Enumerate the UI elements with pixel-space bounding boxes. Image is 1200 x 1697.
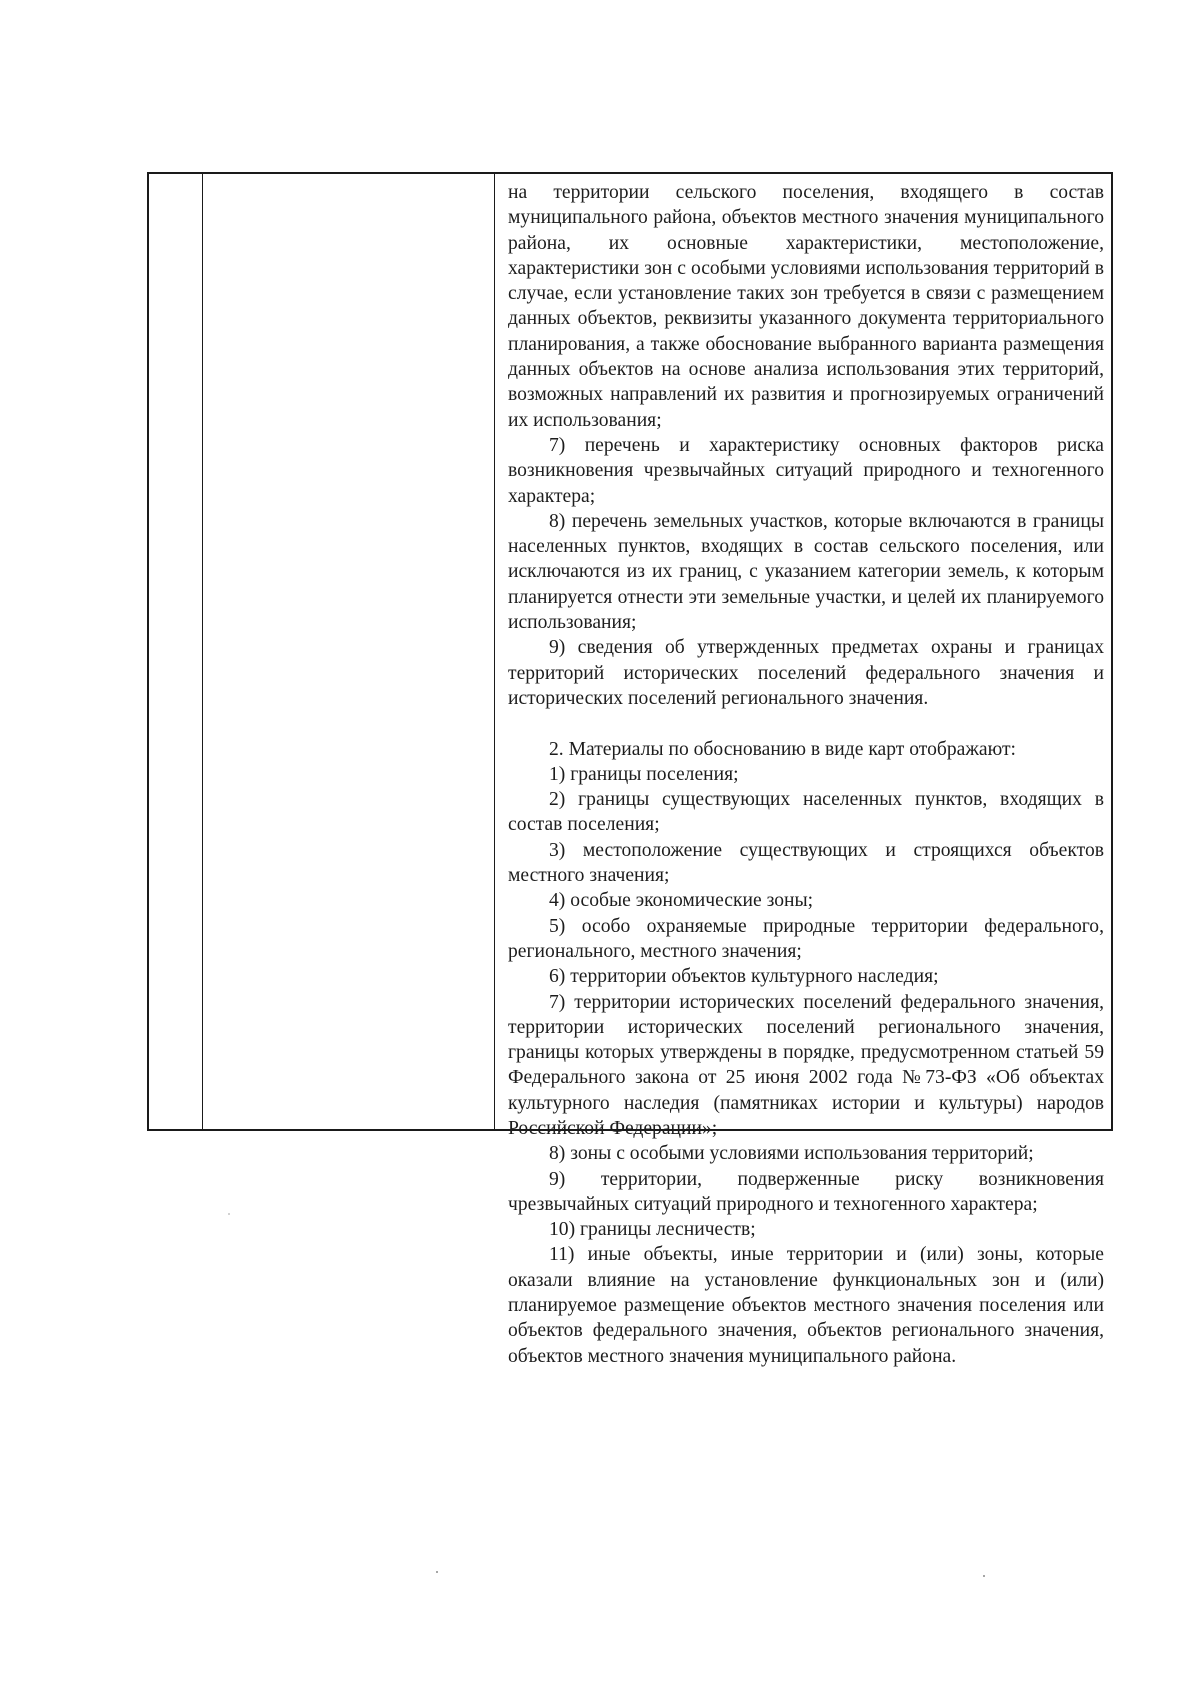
list-item: 11) иные объекты, иные территории и (или) зоны, которые оказали влияние на установление функциональных зон и (или) планируемое размещение объектов местного значения поселения или объектов федерального значения, объектов регионального значения, объектов местного значения муниципального района. [508, 1244, 1104, 1367]
scan-speck [436, 1571, 438, 1573]
table-column-divider [202, 174, 203, 1129]
paragraph-item-7: 7) перечень и характеристику основных факторов риска возникновения чрезвычайных ситуаций природного и техногенного характера; [508, 434, 1104, 507]
list-item: 9) территории, подверженные риску возникновения чрезвычайных ситуаций природного и техногенного характера; [508, 1168, 1104, 1215]
list-item: 4) особые экономические зоны; [549, 890, 814, 912]
table-column-divider [494, 174, 495, 1129]
table-cell-content [508, 180, 1104, 1369]
paragraph-item-8: 8) перечень земельных участков, которые включаются в границы населенных пунктов, входящих в состав сельского поселения, или исключаются из их границ, с указанием категории земель, к которым планируется отнести эти земельные участки, и целей их планируемого использования; [508, 510, 1104, 634]
paragraph: на территории сельского поселения, входящего в состав муниципального района, объектов местного значения муниципального района, их основные характеристики, местоположение, характеристики зон с особыми условиями использования территорий в случае, если установление таких зон требуется в связи с размещением данных объектов, реквизиты указанного документа территориального планирования, а также обоснование выбранного варианта размещения данных объектов на основе анализа использования этих территорий, возможных направлений их развития и прогнозируемых ограничений их использования; [508, 182, 1104, 431]
document-table [147, 172, 1113, 1367]
paragraph-gap [508, 711, 1104, 736]
list-item: 5) особо охраняемые природные территории федерального, регионального, местного значения; [508, 915, 1104, 962]
list-item: 8) зоны с особыми условиями использования территорий; [549, 1143, 1034, 1165]
list-item: 10) границы лесничеств; [549, 1219, 756, 1241]
list-item: 1) границы поселения; [549, 763, 739, 785]
list-item: 7) территории исторических поселений федерального значения, территории исторических поселений регионального значения, границы которых утверждены в порядке, предусмотренном статьей 59 Федерального закона от 25 июня 2002 года №73-ФЗ «Об объектах культурного наследия (памятниках истории и культуры) народов Российской Федерации»; [508, 991, 1104, 1139]
list-item: 3) местоположение существующих и строящихся объектов местного значения; [508, 839, 1104, 887]
paragraph-item-9: 9) сведения об утвержденных предметах охраны и границах территорий исторических поселений федерального значения и исторических поселений регионального значения. [508, 637, 1104, 709]
scan-speck [228, 1213, 230, 1215]
list-item: 6) территории объектов культурного наследия; [549, 966, 939, 988]
list-item: 2) границы существующих населенных пунктов, входящих в состав поселения; [508, 789, 1104, 836]
section-heading: 2. Материалы по обоснованию в виде карт отображают: [549, 738, 1016, 760]
scan-speck [983, 1575, 985, 1577]
